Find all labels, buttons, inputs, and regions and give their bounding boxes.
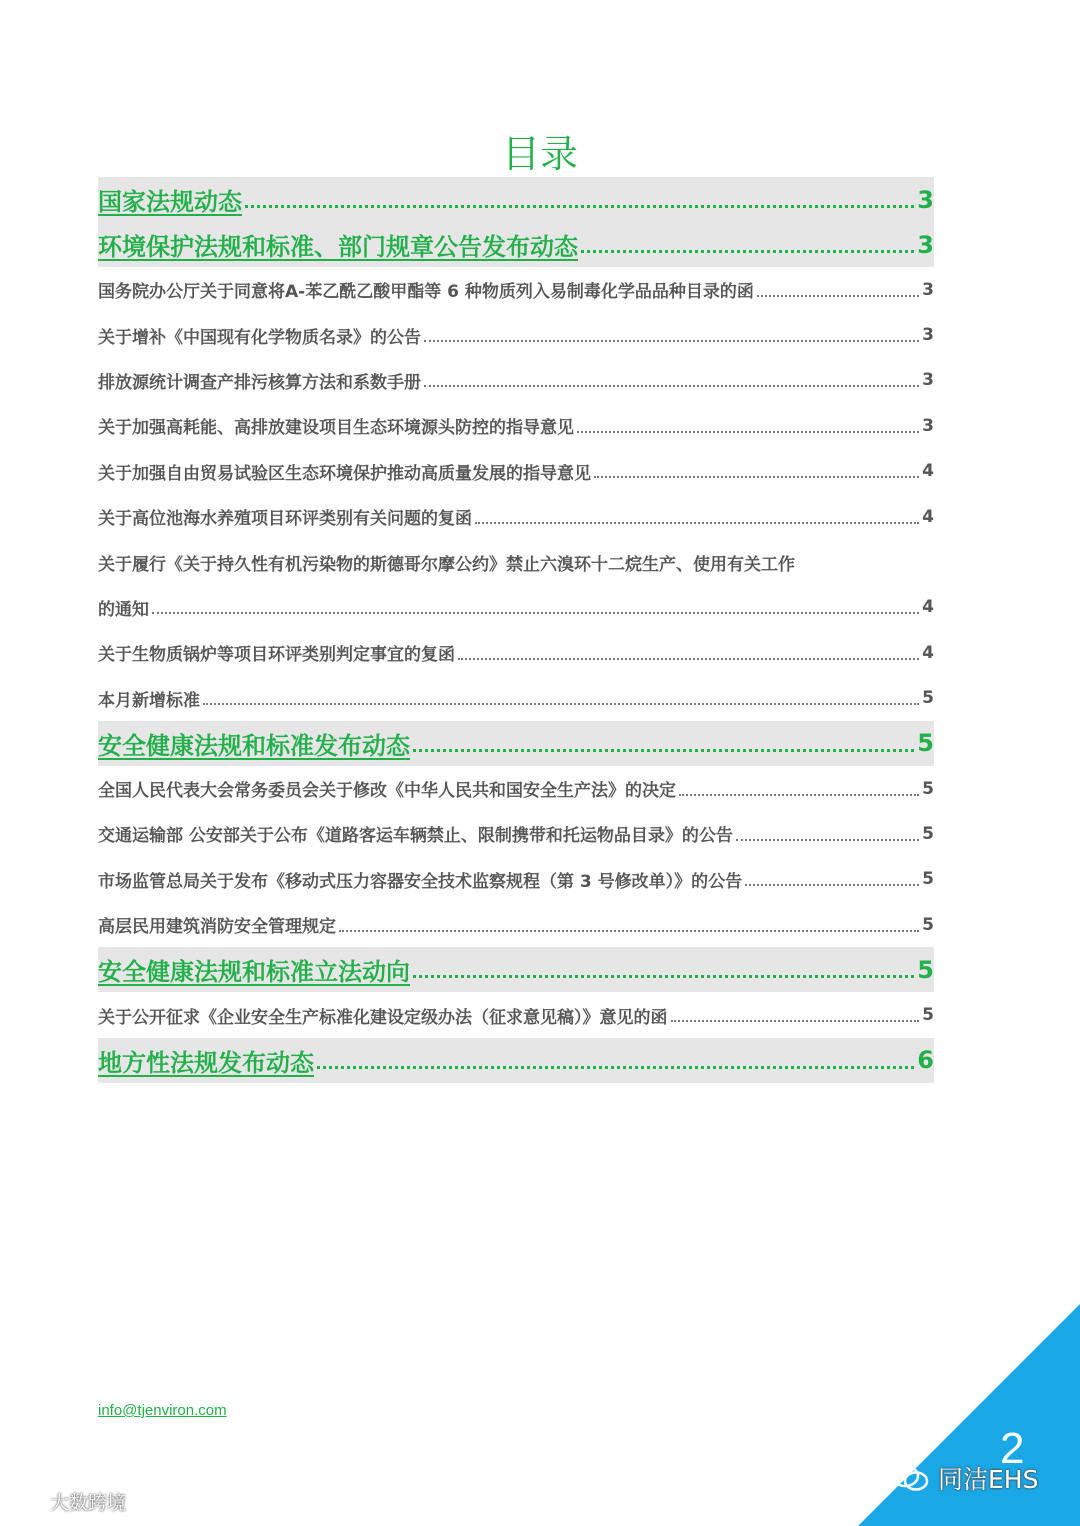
- toc-page-number: 3: [922, 370, 934, 391]
- weibo-watermark: [10, 1488, 126, 1515]
- toc-entry[interactable]: [98, 676, 934, 721]
- footer-email-link[interactable]: info@tjenviron.com: [98, 1402, 227, 1419]
- toc-leader-dots: [757, 295, 919, 297]
- table-of-contents: [98, 177, 934, 1083]
- toc-entry[interactable]: [98, 992, 934, 1037]
- toc-page-number: 5: [922, 869, 934, 890]
- toc-leader-dots: [671, 1020, 920, 1022]
- toc-leader-dots: [679, 794, 919, 796]
- toc-page-number: 3: [917, 185, 934, 214]
- toc-entry-label: 市场监管总局关于发布《移动式压力容器安全技术监察规程（第 3 号修改单）》的公告: [98, 871, 743, 892]
- toc-entry[interactable]: [98, 449, 934, 494]
- toc-page-number: 5: [917, 729, 934, 758]
- toc-entry[interactable]: [98, 857, 934, 902]
- toc-leader-dots: [245, 205, 914, 208]
- toc-entry[interactable]: [98, 267, 934, 312]
- toc-leader-dots: [577, 431, 919, 433]
- toc-leader-dots: [317, 1066, 914, 1069]
- toc-section-heading[interactable]: [98, 177, 934, 222]
- toc-entry-label: 安全健康法规和标准立法动向: [98, 958, 410, 987]
- toc-entry-label: 交通运输部 公安部关于公布《道路客运车辆禁止、限制携带和托运物品目录》的公告: [98, 826, 733, 847]
- toc-entry-label: 环境保护法规和标准、部门规章公告发布动态: [98, 233, 578, 261]
- toc-section-heading[interactable]: [98, 1038, 934, 1083]
- toc-entry-label: 排放源统计调查产排污核算方法和系数手册: [98, 372, 421, 393]
- toc-page-number: 5: [922, 823, 934, 844]
- toc-page-number: 3: [922, 279, 934, 300]
- toc-leader-dots: [339, 930, 919, 932]
- toc-leader-dots: [424, 385, 919, 387]
- wechat-watermark: [890, 1460, 1038, 1496]
- toc-leader-dots: [594, 476, 919, 478]
- toc-entry-label: 国家法规动态: [98, 188, 242, 216]
- toc-entry-label: 关于加强自由贸易试验区生态环境保护推动高质量发展的指导意见: [98, 463, 591, 484]
- toc-entry-label: 国务院办公厅关于同意将A-苯乙酰乙酸甲酯等 6 种物质列入易制毒化学品品种目录的函: [98, 282, 754, 303]
- toc-page-number: 5: [922, 914, 934, 935]
- toc-page-number: 3: [917, 230, 934, 259]
- toc-leader-dots: [475, 522, 919, 524]
- toc-page-number: 3: [922, 415, 934, 436]
- toc-entry-label: 关于公开征求《企业安全生产标准化建设定级办法（征求意见稿）》意见的函: [98, 1007, 668, 1028]
- toc-entry-continuation[interactable]: [98, 585, 934, 630]
- page-number: 2: [1000, 1424, 1025, 1473]
- toc-entry[interactable]: [98, 630, 934, 675]
- toc-entry[interactable]: [98, 902, 934, 947]
- toc-page-number: 5: [922, 688, 934, 709]
- toc-section-heading[interactable]: [98, 947, 934, 992]
- toc-entry-label: 本月新增标准: [98, 690, 200, 711]
- toc-entry-label: 高层民用建筑消防安全管理规定: [98, 917, 336, 938]
- wechat-icon: [890, 1464, 930, 1492]
- toc-entry-label: 关于加强高耗能、高排放建设项目生态环境源头防控的指导意见: [98, 418, 574, 439]
- toc-page-number: 5: [922, 778, 934, 799]
- toc-leader-dots: [581, 250, 914, 253]
- toc-entry[interactable]: [98, 811, 934, 856]
- toc-leader-dots: [413, 975, 914, 978]
- toc-entry-label: 关于生物质锅炉等项目环评类别判定事宜的复函: [98, 645, 455, 666]
- toc-entry[interactable]: [98, 494, 934, 539]
- toc-leader-dots: [413, 749, 914, 752]
- weibo-account-name: 大数跨境: [50, 1492, 127, 1514]
- toc-page-number: 4: [922, 506, 934, 527]
- toc-entry[interactable]: [98, 358, 934, 403]
- toc-entry[interactable]: [98, 539, 934, 584]
- toc-page-number: 6: [917, 1046, 934, 1075]
- toc-page-number: 3: [922, 325, 934, 346]
- toc-page-number: 5: [922, 1005, 934, 1026]
- toc-page-number: 4: [922, 597, 934, 618]
- toc-entry-label: 关于履行《关于持久性有机污染物的斯德哥尔摩公约》禁止六溴环十二烷生产、使用有关工作: [98, 554, 795, 575]
- toc-leader-dots: [152, 612, 919, 614]
- toc-page-number: 4: [922, 642, 934, 663]
- toc-entry-label-continued: 的通知: [98, 599, 149, 620]
- toc-entry[interactable]: [98, 312, 934, 357]
- toc-section-heading[interactable]: [98, 222, 934, 267]
- toc-leader-dots: [424, 340, 919, 342]
- toc-leader-dots: [458, 658, 919, 660]
- wechat-account-name: 同洁EHS: [938, 1465, 1039, 1494]
- toc-page-number: 5: [917, 955, 934, 984]
- weibo-icon: [10, 1489, 46, 1515]
- toc-leader-dots: [736, 839, 919, 841]
- toc-entry[interactable]: [98, 403, 934, 448]
- toc-leader-dots: [745, 884, 919, 886]
- toc-section-heading[interactable]: [98, 721, 934, 766]
- toc-entry-label: 地方性法规发布动态: [98, 1048, 314, 1077]
- toc-entry-label: 安全健康法规和标准发布动态: [98, 731, 410, 760]
- toc-entry-label: 关于高位池海水养殖项目环评类别有关问题的复函: [98, 509, 472, 530]
- toc-entry-label: 全国人民代表大会常务委员会关于修改《中华人民共和国安全生产法》的决定: [98, 781, 676, 802]
- page-title: 目录: [501, 132, 578, 176]
- toc-leader-dots: [203, 703, 919, 705]
- toc-page-number: 4: [922, 461, 934, 482]
- toc-entry[interactable]: [98, 766, 934, 811]
- toc-entry-label: 关于增补《中国现有化学物质名录》的公告: [98, 327, 421, 348]
